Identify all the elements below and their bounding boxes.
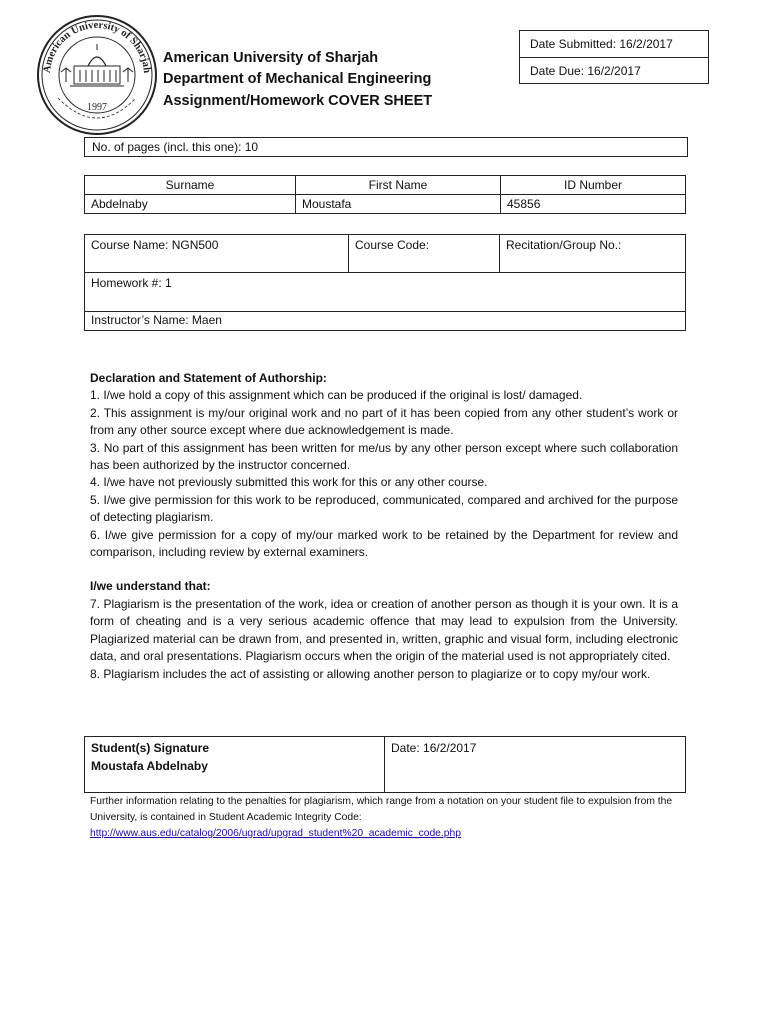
- pages-text: No. of pages (incl. this one): 10: [92, 140, 259, 154]
- declaration-item: 4. I/we have not previously submitted this work for this or any other course.: [90, 475, 488, 490]
- value-surname: Abdelnaby: [85, 195, 296, 214]
- integrity-code-link[interactable]: http://www.aus.edu/catalog/2006/ugrad/upgrad_student%20_academic_code.php: [90, 828, 461, 839]
- date-box: [519, 30, 709, 84]
- seal-top-text: American University of Sharjah: [41, 19, 153, 74]
- footer-text: Further information relating to the penalties for plagiarism, which range from a notation on your student file to expulsion from the University, is contained in Student Academic Integrity Code:: [90, 796, 673, 823]
- declaration: [90, 370, 678, 683]
- recitation-group: Recitation/Group No.:: [500, 235, 686, 273]
- homework-number: Homework #: 1: [85, 273, 685, 312]
- signature-cell: [85, 737, 385, 792]
- declaration-item: 3. No part of this assignment has been written for me/us by any other person except where such collaboration has been authorized by the instructor concerned.: [90, 440, 678, 473]
- signature-table: [84, 736, 686, 793]
- declaration-title: Declaration and Statement of Authorship:: [90, 371, 327, 385]
- understand-item: 8. Plagiarism includes the act of assisting or allowing another person to plagiarize or to copy my/our work.: [90, 666, 651, 681]
- understand-title: I/we understand that:: [90, 579, 211, 594]
- student-table: [84, 175, 686, 214]
- value-first-name: Moustafa: [296, 195, 501, 214]
- header-university: American University of Sharjah: [163, 50, 379, 66]
- value-id-number: 45856: [501, 195, 686, 214]
- university-seal: [36, 14, 158, 136]
- signature-label: Student(s) Signature: [91, 741, 210, 755]
- understand-item: 7. Plagiarism is the presentation of the work, idea or creation of another person as though it is your own. It is a form of cheating and is a very serious academic offence that may lead to expulsion from the University. Plagiarized material can be drawn from, and presented in, written, graphic and visual form, including electronic data, and oral presentations. Plagiarism occurs when the origin of the material used is not appropriately cited.: [90, 596, 678, 664]
- header-id-number: ID Number: [501, 176, 686, 195]
- header-department: Department of Mechanical Engineering: [163, 71, 432, 87]
- header-first-name: First Name: [296, 176, 501, 195]
- signature-date: Date: 16/2/2017: [391, 741, 477, 755]
- declaration-item: 2. This assignment is my/our original work and no part of it has been copied from any other student’s work or from any other source except where due acknowledgement is made.: [90, 405, 678, 438]
- date-submitted: Date Submitted: 16/2/2017: [530, 37, 673, 51]
- date-due: Date Due: 16/2/2017: [520, 57, 708, 83]
- footer: [90, 794, 690, 842]
- declaration-item: 1. I/we hold a copy of this assignment which can be produced if the original is lost/ damaged.: [90, 388, 583, 403]
- header-surname: Surname: [85, 176, 296, 195]
- seal-year: 1997: [87, 102, 107, 113]
- signature-name: Moustafa Abdelnaby: [91, 759, 208, 773]
- declaration-item: 6. I/we give permission for a copy of my/our marked work to be retained by the Department for review and comparison, including review by external examiners.: [90, 527, 678, 560]
- instructor-name: Instructor’s Name: Maen: [91, 313, 222, 327]
- course-name: Course Name: NGN500: [85, 235, 349, 273]
- header-title: Assignment/Homework COVER SHEET: [163, 93, 433, 109]
- declaration-item: 5. I/we give permission for this work to be reproduced, communicated, compared and archived for the purpose of detecting plagiarism.: [90, 492, 678, 525]
- pages-field: [84, 137, 688, 157]
- course-code: Course Code:: [349, 235, 500, 273]
- course-table: [84, 234, 686, 331]
